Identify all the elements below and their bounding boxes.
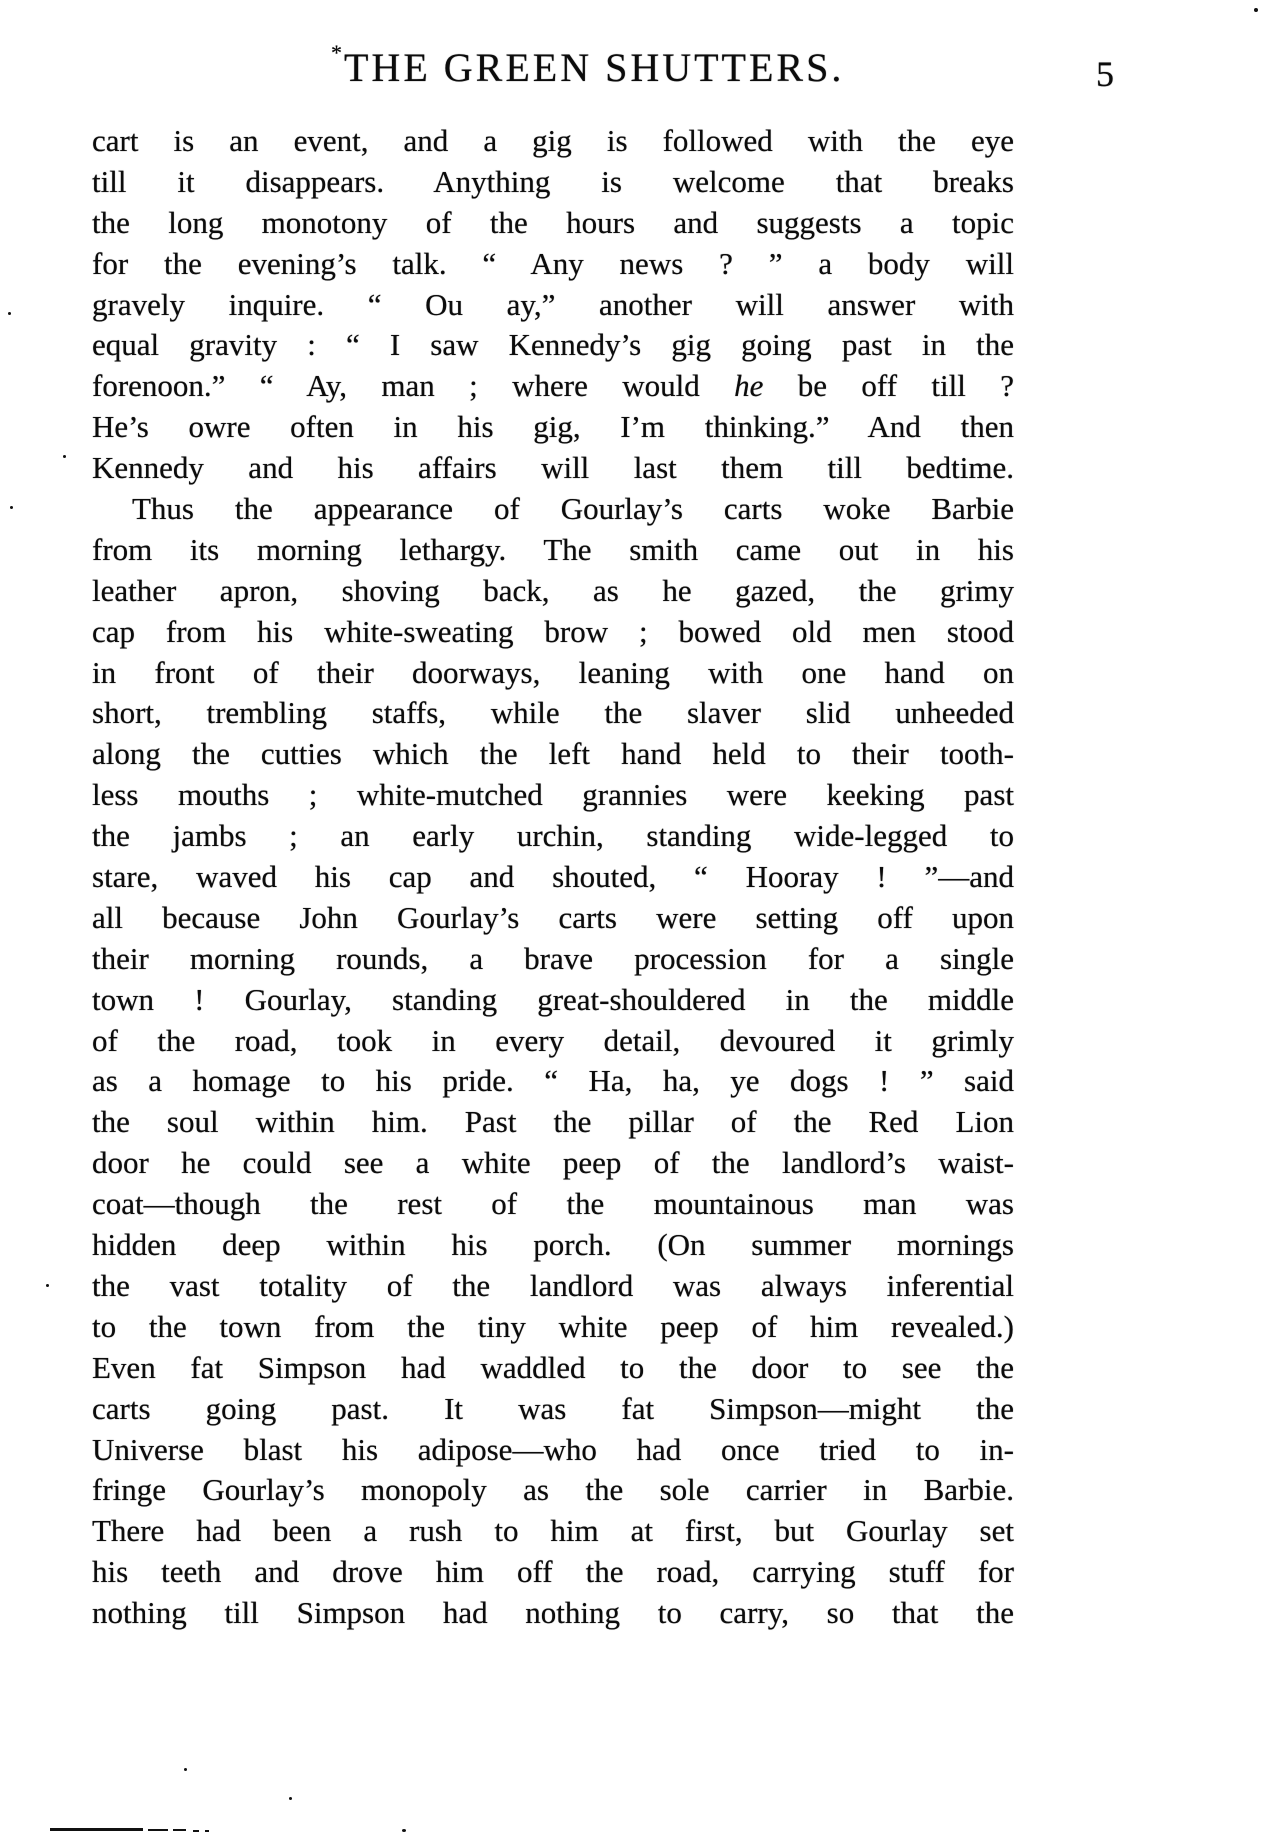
scan-artifact-line xyxy=(50,1828,143,1831)
text-line: gravely inquire. “ Ou ay,” another will answer with xyxy=(92,286,1014,322)
scan-artifact-dot xyxy=(1254,8,1258,12)
scan-artifact-dot xyxy=(289,1797,292,1800)
text-line: There had been a rush to him at first, but Gourlay set xyxy=(92,1513,1014,1549)
scan-artifact-dot xyxy=(46,1284,49,1287)
scan-artifact-dot xyxy=(8,312,11,315)
text-line: along the cutties which the left hand held to their tooth- xyxy=(92,736,1014,772)
text-line: carts going past. It was fat Simpson—might the xyxy=(92,1390,1014,1426)
scan-artifact-dash xyxy=(173,1829,186,1831)
text-line: door he could see a white peep of the landlord’s waist- xyxy=(92,1145,1014,1181)
scan-artifact-dot xyxy=(402,1829,406,1832)
text-line: Thus the appearance of Gourlay’s carts woke Barbie xyxy=(132,491,1014,527)
scan-artifact-dot xyxy=(63,455,66,458)
text-line: for the evening’s talk. “ Any news ? ” a body will xyxy=(92,245,1014,281)
printer-mark: * xyxy=(331,40,342,65)
text-line: equal gravity : “ I saw Kennedy’s gig going past in the xyxy=(92,327,1014,363)
text-line: leather apron, shoving back, as he gazed, the grimy xyxy=(92,572,1014,608)
text-line: from its morning lethargy. The smith came out in his xyxy=(92,531,1014,567)
scan-artifact-dash xyxy=(205,1830,209,1832)
text-line: coat—though the rest of the mountainous man was xyxy=(92,1186,1014,1222)
text-line: short, trembling staffs, while the slaver slid unheeded xyxy=(92,695,1014,731)
running-header-title: THE GREEN SHUTTERS. xyxy=(344,45,845,90)
scan-artifact-dot xyxy=(184,1768,187,1771)
text-line: of the road, took in every detail, devoured it grimly xyxy=(92,1022,1014,1058)
text-line: to the town from the tiny white peep of him revealed.) xyxy=(92,1308,1014,1344)
text-line: all because John Gourlay’s carts were setting off upon xyxy=(92,899,1014,935)
text-line: stare, waved his cap and shouted, “ Hooray ! ”—and xyxy=(92,859,1014,895)
text-line: hidden deep within his porch. (On summer mornings xyxy=(92,1227,1014,1263)
text-line: in front of their doorways, leaning with one hand on xyxy=(92,654,1014,690)
page-number: 5 xyxy=(1096,54,1114,94)
text-line: the long monotony of the hours and suggests a topic xyxy=(92,204,1014,240)
scan-artifact-dash xyxy=(148,1829,168,1831)
text-line: the jambs ; an early urchin, standing wide-legged to xyxy=(92,818,1014,854)
text-line: till it disappears. Anything is welcome that breaks xyxy=(92,163,1014,199)
text-line: Kennedy and his affairs will last them till bedtime. xyxy=(92,450,1014,486)
text-line: Even fat Simpson had waddled to the door to see the xyxy=(92,1349,1014,1385)
scan-artifact-dot xyxy=(10,506,13,509)
text-line: their morning rounds, a brave procession for a single xyxy=(92,940,1014,976)
text-line: cap from his white-sweating brow ; bowed old men stood xyxy=(92,613,1014,649)
text-line: cart is an event, and a gig is followed with the eye xyxy=(92,123,1014,158)
text-line: less mouths ; white-mutched grannies were keeking past xyxy=(92,777,1014,813)
text-line: the soul within him. Past the pillar of the Red Lion xyxy=(92,1104,1014,1140)
scan-artifact-dash xyxy=(193,1830,199,1832)
body-text-block xyxy=(92,121,1014,1634)
text-line: Universe blast his adipose—who had once tried to in- xyxy=(92,1431,1014,1467)
text-line: as a homage to his pride. “ Ha, ha, ye dogs ! ” said xyxy=(92,1063,1014,1099)
text-line: nothing till Simpson had nothing to carry, so that the xyxy=(92,1595,1014,1631)
text-line: the vast totality of the landlord was always inferential xyxy=(92,1267,1014,1303)
text-line: fringe Gourlay’s monopoly as the sole carrier in Barbie. xyxy=(92,1472,1014,1508)
text-line: his teeth and drove him off the road, carrying stuff for xyxy=(92,1554,1014,1590)
text-line: He’s owre often in his gig, I’m thinking.” And then xyxy=(92,409,1014,445)
text-line: town ! Gourlay, standing great-shouldered in the middle xyxy=(92,981,1014,1017)
text-line: forenoon.” “ Ay, man ; where would he be off till ? xyxy=(92,368,1014,404)
